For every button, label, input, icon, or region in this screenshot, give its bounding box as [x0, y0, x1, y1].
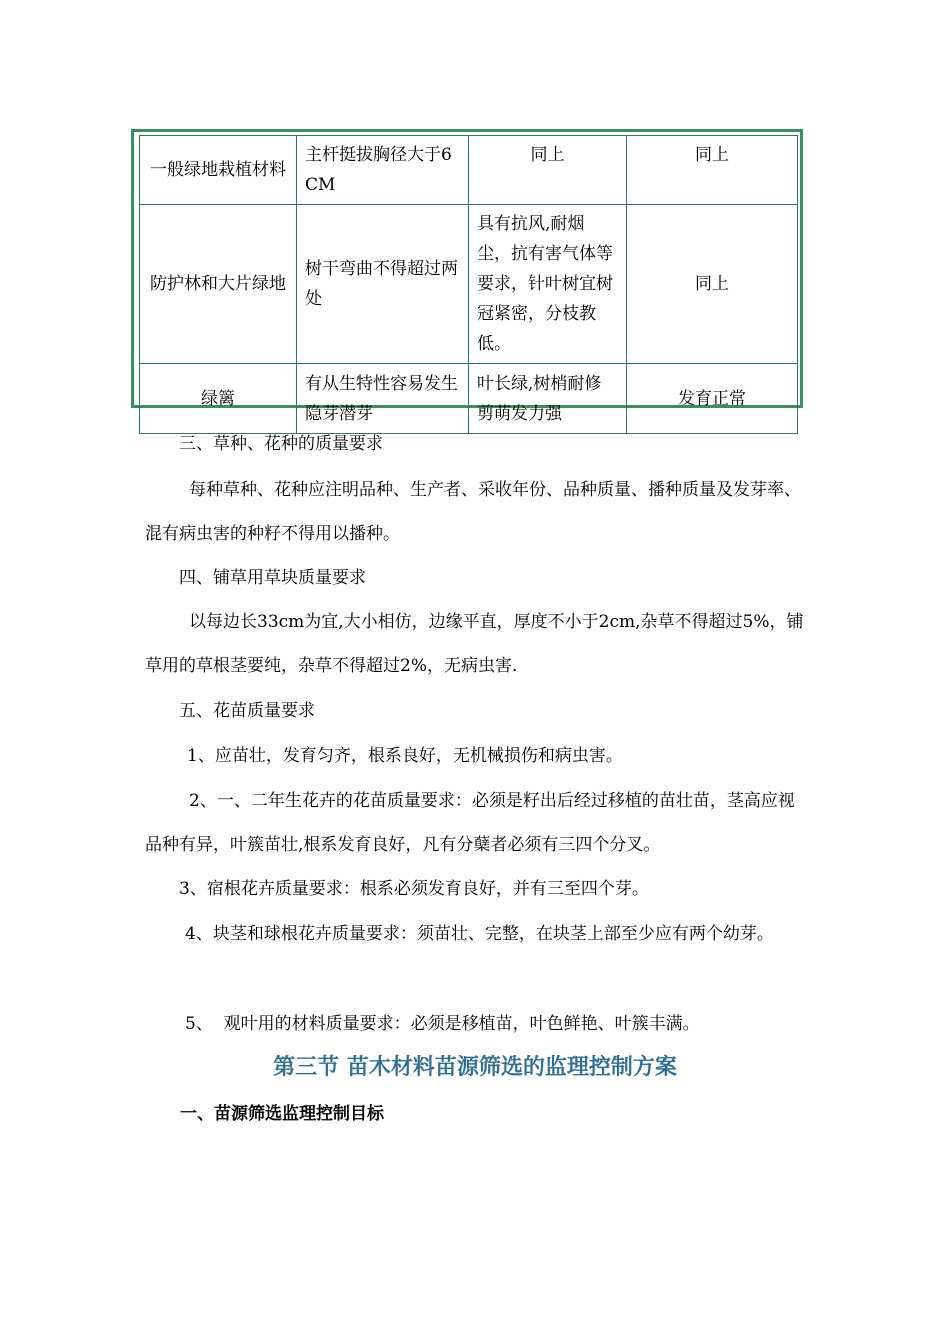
- table-cell: 同上: [469, 136, 627, 205]
- table-cell: 树干弯曲不得超过两处: [297, 205, 469, 364]
- list-item: 2、一、二年生花卉的花苗质量要求：必须是籽出后经过移植的苗壮苗，茎高应视品种有异，叶簇苗壮,根系发育良好，凡有分蘖者必须有三四个分叉。: [145, 791, 795, 855]
- section-heading-seedling-quality: 五、花苗质量要求: [179, 701, 315, 721]
- list-item: 3、宿根花卉质量要求：根系必须发育良好，并有三至四个芽。: [179, 879, 649, 899]
- table-cell: 绿篱: [140, 364, 297, 434]
- quality-spec-table-frame: [131, 129, 803, 424]
- table-cell: 同上: [627, 136, 798, 205]
- section-heading-turf-quality: 四、铺草用草块质量要求: [179, 568, 366, 588]
- paragraph-seed-quality: 每种草种、花种应注明品种、生产者、采收年份、品种质量、播种质量及发芽率、混有病虫害的种籽不得用以播种。: [145, 480, 801, 544]
- table-cell: 同上: [627, 205, 798, 364]
- table-cell: 主杆挺拔胸径大于6CM: [297, 136, 469, 205]
- quality-spec-table: [139, 135, 798, 434]
- table-cell: 有从生特性容易发生隐芽潜芽: [297, 364, 469, 434]
- table-cell: 具有抗风,耐烟尘，抗有害气体等要求，针叶树宜树冠紧密，分枝教低。: [469, 205, 627, 364]
- list-item: 1、应苗壮，发育匀齐，根系良好，无机械损伤和病虫害。: [187, 746, 623, 766]
- list-item: 4、块茎和球根花卉质量要求：须苗壮、完整，在块茎上部至少应有两个幼芽。: [185, 924, 774, 944]
- table-row: [140, 205, 798, 364]
- paragraph-turf-quality: 以每边长33cm为宜,大小相仿，边缘平直，厚度不小于2cm,杂草不得超过5%，铺草用的草根茎要纯，杂草不得超过2%，无病虫害.: [145, 612, 804, 676]
- list-item: 5、 观叶用的材料质量要求：必须是移植苗，叶色鲜艳、叶簇丰满。: [185, 1014, 700, 1034]
- table-cell: 叶长绿,树梢耐修剪萌发力强: [469, 364, 627, 434]
- section-heading-seed-quality: 三、草种、花种的质量要求: [179, 434, 383, 454]
- table-cell: 发育正常: [627, 364, 798, 434]
- table-cell: 防护林和大片绿地: [140, 205, 297, 364]
- table-cell: 一般绿地栽植材料: [140, 136, 297, 205]
- chapter-subtitle: 一、苗源筛选监理控制目标: [180, 1104, 384, 1124]
- chapter-title: 第三节 苗木材料苗源筛选的监理控制方案: [273, 1055, 677, 1080]
- table-row: [140, 136, 798, 205]
